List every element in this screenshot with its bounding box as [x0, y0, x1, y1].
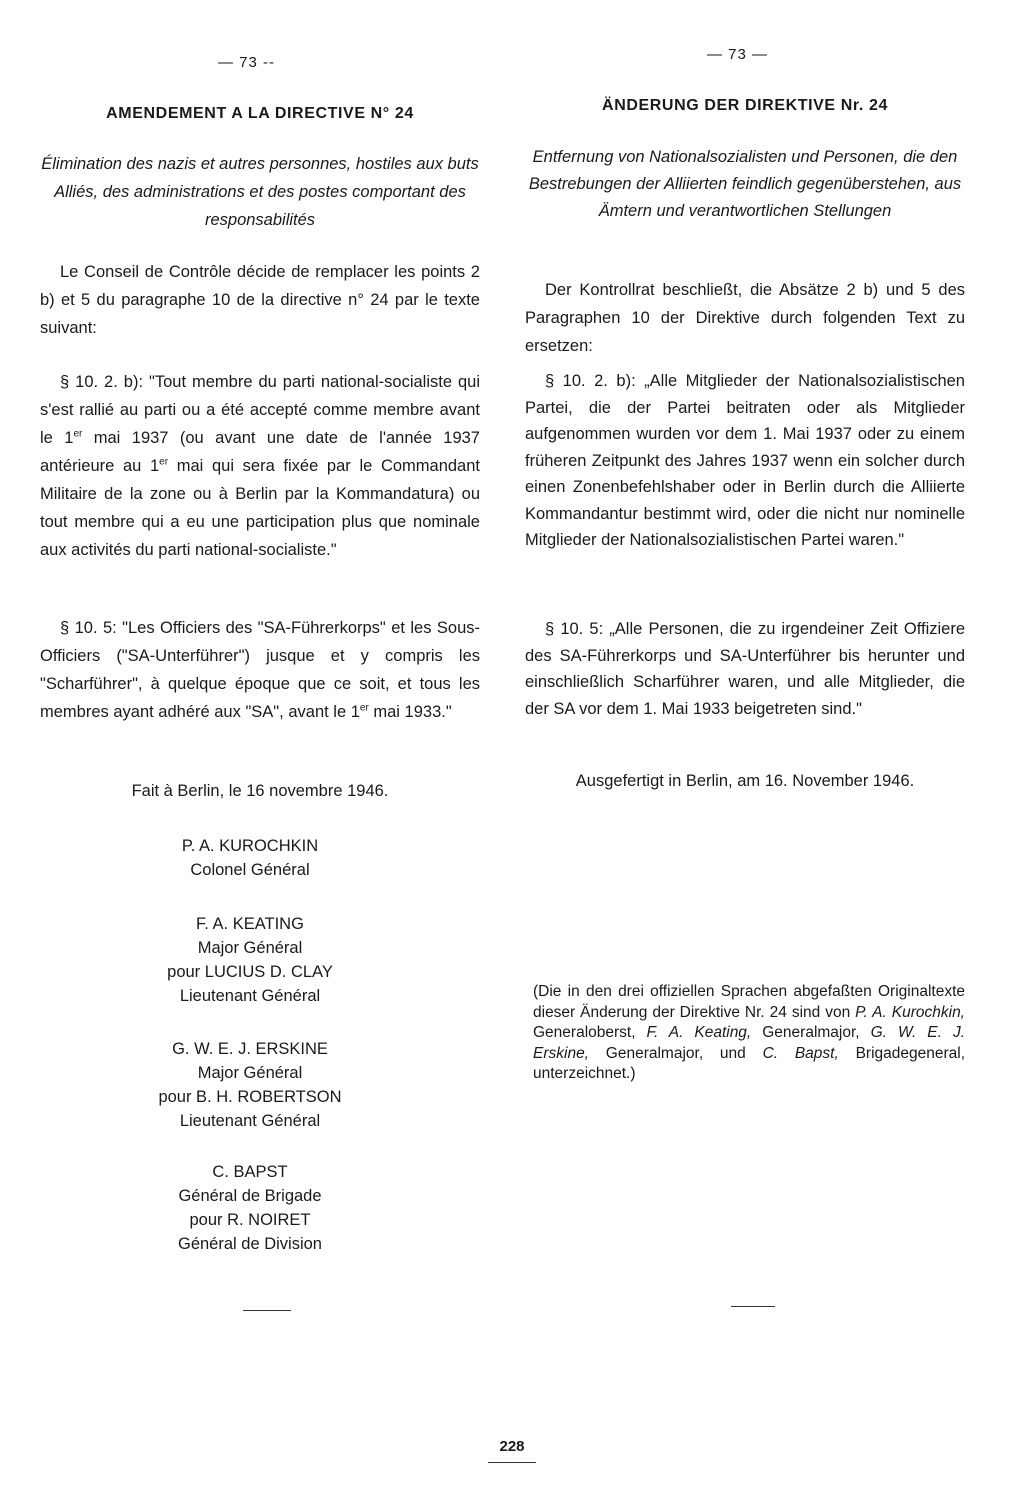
page-marker: — 73 —: [707, 46, 769, 63]
document-title: ÄNDERUNG DER DIREKTIVE Nr. 24: [602, 97, 888, 114]
signature-block: F. A. KEATING Major Général pour LUCIUS D. CLAY Lieutenant Général: [167, 915, 333, 1005]
signature-block: C. BAPST Général de Brigade pour R. NOIRET Général de Division: [178, 1163, 322, 1253]
section-10-5-paragraph: § 10. 5: „Alle Personen, die zu irgendeiner Zeit Offiziere des SA-Führerkorps und SA-Unterführer bis herunter und einschließlich Scharführer waren, und alle Mitglieder, die der SA vor dem 1. Mai 1933 beigetreten sind.": [525, 620, 965, 718]
section-10-2b-paragraph: § 10. 2. b): „Alle Mitglieder der Nationalsozialistischen Partei, die der Partei beitraten oder als Mitglieder aufgenommen wurden vor dem 1. Mai 1937 oder zu einem früheren Zeitpunkt des Jahres 1937 wenn ein solcher durch einen Zonenbefehlshaber oder in Berlin durch die Alliierte Kommandantur bestimmt wird, oder die nicht nur nominelle Mitglieder der Nationalsozialistischen Partei waren.": [525, 372, 965, 549]
date-line: Ausgefertigt in Berlin, am 16. November 1946.: [575, 772, 915, 790]
end-rule: [731, 1306, 775, 1307]
signatories-note: (Die in den drei offiziellen Sprachen abgefaßten Originaltexte dieser Änderung der Direktive Nr. 24 sind von P. A. Kurochkin, Generaloberst, F. A. Keating, Generalmajor, G. W. E. J. Erskine, Generalmajor, und C. Bapst, Brigadegeneral, unterzeichnet.): [533, 983, 966, 1082]
document-title: AMENDEMENT A LA DIRECTIVE N° 24: [106, 105, 414, 122]
document-subtitle: Entfernung von Nationalsozialisten und Personen, die den Bestrebungen der Alliierten feindlich gegenüberstehen, aus Ämtern und verantwortlichen Stellungen: [528, 148, 962, 220]
date-line: Fait à Berlin, le 16 novembre 1946.: [131, 782, 389, 800]
intro-paragraph: Der Kontrollrat beschließt, die Absätze 2 b) und 5 des Paragraphen 10 der Direktive durch folgenden Text zu ersetzen:: [525, 281, 965, 355]
section-10-5-paragraph: § 10. 5: "Les Officiers des "SA-Führerkorps" et les Sous-Officiers ("SA-Unterführer") jusque et y compris les "Scharführer", à quelque époque que ce soit, et tous les membres ayant adhéré aux "SA", avant le 1er mai 1933.": [40, 619, 480, 721]
page-marker: — 73 --: [218, 54, 276, 71]
end-rule: [243, 1310, 291, 1311]
page-number: 228: [499, 1438, 525, 1455]
signature-block: P. A. KUROCHKIN Colonel Général: [181, 837, 319, 879]
section-10-2b-paragraph: § 10. 2. b): "Tout membre du parti national-socialiste qui s'est rallié au parti ou a été accepté comme membre avant le 1er mai 1937 (ou avant une date de l'année 1937 antérieure au 1er mai qui sera fixée par le Commandant Militaire de la zone ou à Berlin par la Kommandatura) ou tout membre qui a eu une participation plus que nominale aux activités du parti national-socialiste.": [40, 373, 480, 559]
page-number-rule: [488, 1462, 536, 1463]
intro-paragraph: Le Conseil de Contrôle décide de remplacer les points 2 b) et 5 du paragraphe 10 de la directive n° 24 par le texte suivant:: [40, 263, 480, 337]
document-subtitle: Élimination des nazis et autres personnes, hostiles aux buts Alliés, des administrations et des postes comportant des responsabilités: [41, 155, 479, 229]
signature-block: G. W. E. J. ERSKINE Major Général pour B. H. ROBERTSON Lieutenant Général: [158, 1040, 342, 1130]
